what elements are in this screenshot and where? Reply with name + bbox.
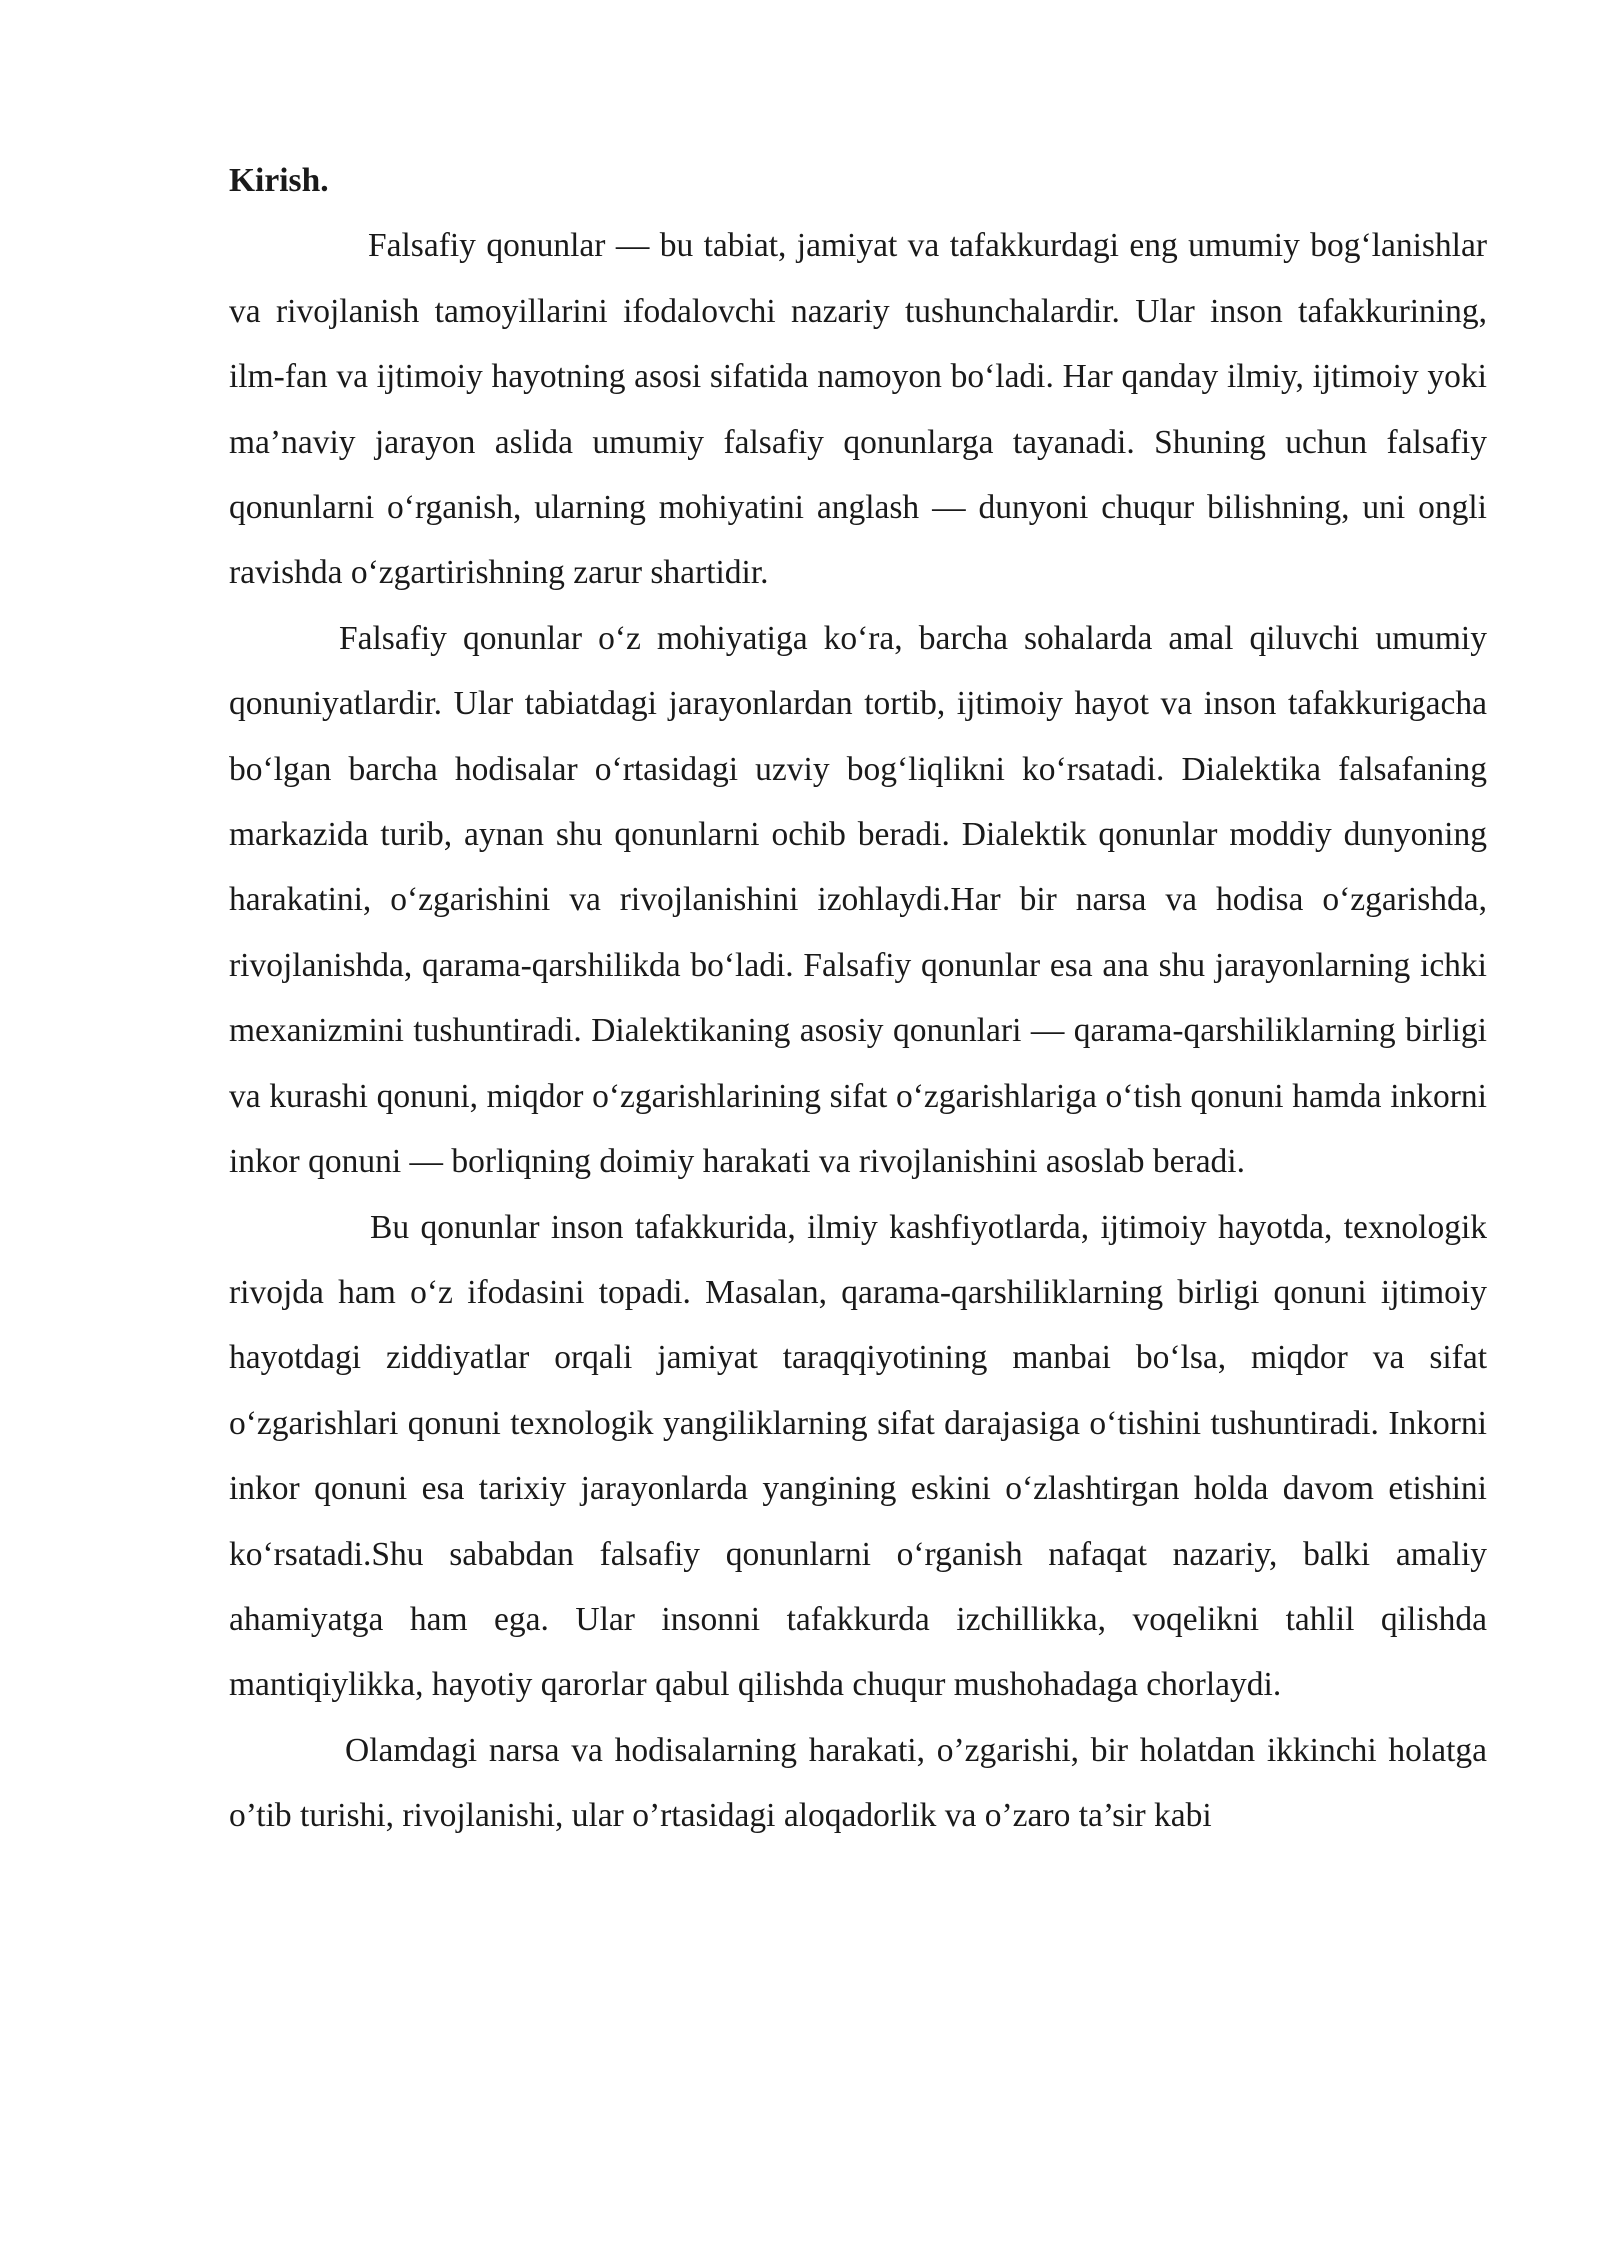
paragraph-4: Olamdagi narsa va hodisalarning harakati, o’zgarishi, bir holatdan ikkinchi holatga o’tib turishi, rivojlanishi, ular o’rtasidagi aloqadorlik va o’zaro ta’sir kabi bbox=[229, 1731, 1487, 1835]
paragraph-2: Falsafiy qonunlar o‘z mohiyatiga ko‘ra, barcha sohalarda amal qiluvchi umumiy qonuniyatlardir. Ular tabiatdagi jarayonlardan tortib, ijtimoiy hayot va inson tafakkurigacha bo‘lgan barcha hodisalar o‘rtasidagi uzviy bog‘liqlikni ko‘rsatadi. Dialektika falsafaning markazida turib, aynan shu qonunlarni ochib beradi. Dialektik qonunlar moddiy dunyoning harakatini, o‘zgarishini va rivojlanishini izohlaydi.Har bir narsa va hodisa o‘zgarishda, rivojlanishda, qarama-qarshilikda bo‘ladi. Falsafiy qonunlar esa ana shu jarayonlarning ichki mexanizmini tushuntiradi. Dialektikaning asosiy qonunlari — qarama-qarshiliklarning birligi va kurashi qonuni, miqdor o‘zgarishlarining sifat o‘zgarishlariga o‘tish qonuni hamda inkorni inkor qonuni — borliqning doimiy harakati va rivojlanishini asoslab beradi. bbox=[229, 619, 1487, 1181]
paragraph-1: Falsafiy qonunlar — bu tabiat, jamiyat va tafakkurdagi eng umumiy bog‘lanishlar va rivojlanish tamoyillarini ifodalovchi nazariy tushunchalardir. Ular inson tafakkurining, ilm-fan va ijtimoiy hayotning asosi sifatida namoyon bo‘ladi. Har qanday ilmiy, ijtimoiy yoki ma’naviy jarayon aslida umumiy falsafiy qonunlarga tayanadi. Shuning uchun falsafiy qonunlarni o‘rganish, ularning mohiyatini anglash — dunyoni chuqur bilishning, uni ongli ravishda o‘zgartirishning zarur shartidir. bbox=[229, 227, 1487, 592]
section-heading: Kirish. bbox=[229, 162, 329, 199]
paragraph-3: Bu qonunlar inson tafakkurida, ilmiy kashfiyotlarda, ijtimoiy hayotda, texnologik rivojda ham o‘z ifodasini topadi. Masalan, qarama-qarshiliklarning birligi qonuni ijtimoiy hayotdagi ziddiyatlar orqali jamiyat taraqqiyotining manbai bo‘lsa, miqdor va sifat o‘zgarishlari qonuni texnologik yangiliklarning sifat darajasiga o‘tishini tushuntiradi. Inkorni inkor qonuni esa tarixiy jarayonlarda yangining eskini o‘zlashtirgan holda davom etishini ko‘rsatadi.Shu sababdan falsafiy qonunlarni o‘rganish nafaqat nazariy, balki amaliy ahamiyatga ham ega. Ular insonni tafakkurda izchillikka, voqelikni tahlil qilishda mantiqiylikka, hayotiy qarorlar qabul qilishda chuqur mushohadaga chorlaydi. bbox=[229, 1208, 1487, 1704]
document-body bbox=[229, 148, 1487, 1849]
